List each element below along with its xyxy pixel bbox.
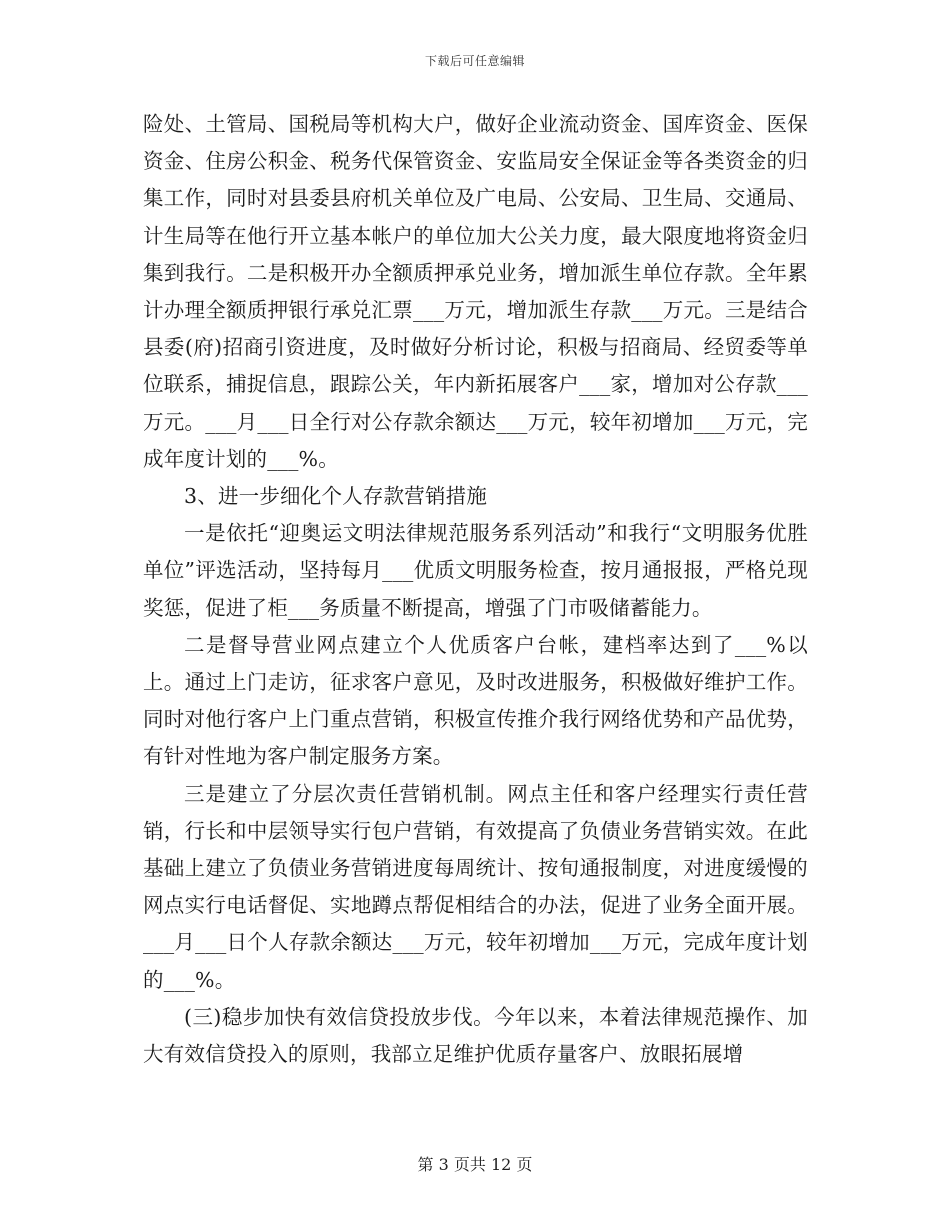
paragraph-4: 二是督导营业网点建立个人优质客户台帐，建档率达到了___%以上。通过上门走访，征求客户意见，及时改进服务，积极做好维护工作。同时对他行客户上门重点营销，积极宣传推介我行网络优势和产品优势，有针对性地为客户制定服务方案。: [143, 632, 808, 769]
page-header: 下载后可任意编辑: [424, 54, 525, 68]
paragraph-5: 三是建立了分层次责任营销机制。网点主任和客户经理实行责任营销，行长和中层领导实行包户营销，有效提高了负债业务营销实效。在此基础上建立了负债业务营销进度每周统计、按旬通报制度，对进度缓慢的网点实行电话督促、实地蹲点帮促相结合的办法，促进了业务全面开展。___月___日个人存款余额达___万元，较年初增加___万元，完成年度计划的___%。: [143, 781, 808, 992]
paragraph-6: (三)稳步加快有效信贷投放步伐。今年以来，本着法律规范操作、加大有效信贷投入的原则，我部立足维护优质存量客户、放眼拓展增: [143, 1004, 808, 1067]
section-heading-personal-deposit: 3、进一步细化个人存款营销措施: [184, 484, 488, 509]
page-footer: 第 3 页共 12 页: [417, 1155, 533, 1174]
paragraph-3: 一是依托“迎奥运文明法律规范服务系列活动”和我行“文明服务优胜单位”评选活动，坚持每月___优质文明服务检查，按月通报报，严格兑现奖惩，促进了柜___务质量不断提高，增强了门市吸储蓄能力。: [143, 521, 808, 620]
document-body: [143, 106, 808, 1073]
paragraph-1: 险处、土管局、国税局等机构大户，做好企业流动资金、国库资金、医保资金、住房公积金、税务代保管资金、安监局安全保证金等各类资金的归集工作，同时对县委县府机关单位及广电局、公安局、卫生局、交通局、计生局等在他行开立基本帐户的单位加大公关力度，最大限度地将资金归集到我行。二是积极开办全额质押承兑业务，增加派生单位存款。全年累计办理全额质押银行承兑汇票___万元，增加派生存款___万元。三是结合县委(府)招商引资进度，及时做好分析讨论，积极与招商局、经贸委等单位联系，捕捉信息，跟踪公关，年内新拓展客户___家，增加对公存款___万元。___月___日全行对公存款余额达___万元，较年初增加___万元，完成年度计划的___%。: [143, 112, 808, 471]
